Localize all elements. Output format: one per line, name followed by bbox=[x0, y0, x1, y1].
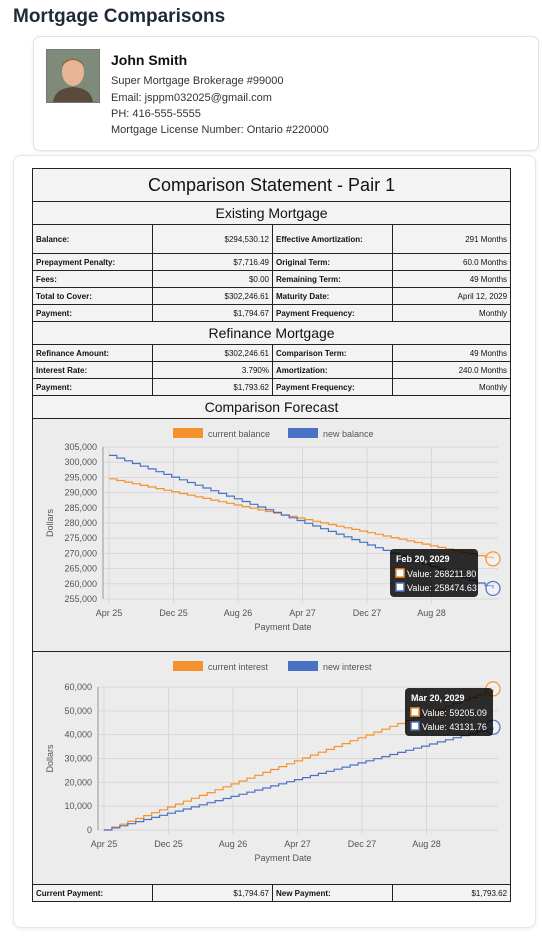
x-tick-label: Dec 27 bbox=[352, 608, 382, 618]
y-tick-label: 285,000 bbox=[64, 502, 97, 513]
existing-value: $294,530.12 bbox=[153, 225, 273, 254]
refinance-label: Payment Frequency: bbox=[273, 379, 393, 396]
balance-chart-cell bbox=[33, 419, 511, 652]
existing-label: Effective Amortization: bbox=[273, 225, 393, 254]
existing-value: 60.0 Months bbox=[393, 254, 511, 271]
existing-value: 49 Months bbox=[393, 271, 511, 288]
y-tick-label: 275,000 bbox=[64, 533, 97, 544]
y-tick-label: 290,000 bbox=[64, 487, 97, 498]
refinance-label: Interest Rate: bbox=[33, 362, 153, 379]
y-axis-label: Dollars bbox=[45, 508, 55, 538]
x-tick-label: Apr 25 bbox=[90, 839, 118, 849]
x-tick-label: Aug 28 bbox=[412, 839, 441, 849]
legend-label: new interest bbox=[323, 662, 372, 672]
tooltip-value: Value: 258474.63 bbox=[407, 583, 477, 593]
legend-swatch bbox=[288, 661, 318, 671]
y-axis-label: Dollars bbox=[45, 744, 55, 773]
legend-label: current interest bbox=[208, 662, 269, 672]
x-tick-label: Dec 25 bbox=[154, 839, 183, 849]
footer-label: New Payment: bbox=[273, 885, 393, 902]
existing-value: $1,794.67 bbox=[153, 305, 273, 322]
x-tick-label: Apr 27 bbox=[289, 608, 316, 618]
avatar bbox=[46, 49, 100, 103]
y-tick-label: 300,000 bbox=[64, 457, 97, 468]
legend-label: new balance bbox=[323, 429, 374, 439]
page-title: Mortgage Comparisons bbox=[13, 6, 226, 27]
y-tick-label: 305,000 bbox=[64, 442, 97, 452]
y-tick-label: 0 bbox=[86, 825, 92, 835]
y-tick-label: 60,000 bbox=[64, 682, 92, 692]
tooltip-value: Value: 59205.09 bbox=[422, 708, 487, 718]
existing-heading: Existing Mortgage bbox=[33, 202, 511, 225]
existing-label: Maturity Date: bbox=[273, 288, 393, 305]
footer-value: $1,794.67 bbox=[153, 885, 273, 902]
legend-label: current balance bbox=[208, 429, 271, 439]
forecast-heading: Comparison Forecast bbox=[33, 396, 511, 419]
broker-license: Mortgage License Number: Ontario #220000 bbox=[111, 124, 329, 136]
x-tick-label: Dec 25 bbox=[159, 608, 188, 618]
existing-label: Payment: bbox=[33, 305, 153, 322]
footer-label: Current Payment: bbox=[33, 885, 153, 902]
y-tick-label: 265,000 bbox=[64, 563, 97, 574]
tooltip-swatch bbox=[411, 722, 419, 730]
broker-email: Email: jsppm032025@gmail.com bbox=[111, 92, 272, 104]
y-tick-label: 295,000 bbox=[64, 472, 97, 483]
tooltip-swatch bbox=[411, 708, 419, 716]
legend-swatch bbox=[288, 428, 318, 438]
tooltip-swatch bbox=[396, 583, 404, 591]
x-axis-label: Payment Date bbox=[254, 853, 312, 863]
x-tick-label: Aug 26 bbox=[223, 608, 253, 618]
existing-value: $302,246.61 bbox=[153, 288, 273, 305]
broker-company: Super Mortgage Brokerage #99000 bbox=[111, 75, 284, 87]
refinance-heading: Refinance Mortgage bbox=[33, 322, 511, 345]
y-tick-label: 260,000 bbox=[64, 578, 97, 589]
y-tick-label: 280,000 bbox=[64, 518, 97, 528]
tooltip-title: Feb 20, 2029 bbox=[396, 554, 450, 564]
y-tick-label: 255,000 bbox=[64, 594, 97, 604]
broker-phone: PH: 416-555-5555 bbox=[111, 108, 201, 120]
legend-swatch bbox=[173, 428, 203, 438]
existing-label: Remaining Term: bbox=[273, 271, 393, 288]
y-tick-label: 270,000 bbox=[64, 548, 97, 559]
y-tick-label: 30,000 bbox=[64, 753, 92, 764]
existing-value: April 12, 2029 bbox=[393, 288, 511, 305]
y-tick-label: 10,000 bbox=[64, 801, 92, 812]
refinance-value: Monthly bbox=[393, 379, 511, 396]
series-line bbox=[109, 479, 493, 559]
refinance-value: $302,246.61 bbox=[153, 345, 273, 362]
tooltip-value: Value: 43131.76 bbox=[422, 722, 487, 732]
x-tick-label: Dec 27 bbox=[347, 839, 377, 849]
tooltip-value: Value: 268211.80 bbox=[407, 569, 477, 579]
existing-value: $0.00 bbox=[153, 271, 273, 288]
tooltip-title: Mar 20, 2029 bbox=[411, 693, 465, 703]
y-tick-label: 40,000 bbox=[64, 729, 92, 740]
interest-chart bbox=[33, 652, 511, 882]
y-tick-label: 50,000 bbox=[64, 705, 92, 716]
series-line bbox=[104, 727, 493, 830]
y-tick-label: 20,000 bbox=[64, 777, 92, 788]
x-tick-label: Aug 28 bbox=[417, 608, 446, 618]
broker-name: John Smith bbox=[111, 52, 188, 68]
balance-chart bbox=[33, 419, 511, 649]
series-endpoint bbox=[486, 581, 500, 595]
tooltip-swatch bbox=[396, 569, 404, 577]
broker-card bbox=[33, 36, 539, 151]
legend-swatch bbox=[173, 661, 203, 671]
existing-value: $7,716.49 bbox=[153, 254, 273, 271]
interest-chart-cell bbox=[33, 652, 511, 885]
refinance-label: Amortization: bbox=[273, 362, 393, 379]
existing-label: Original Term: bbox=[273, 254, 393, 271]
x-tick-label: Aug 26 bbox=[218, 839, 248, 849]
refinance-label: Refinance Amount: bbox=[33, 345, 153, 362]
refinance-label: Comparison Term: bbox=[273, 345, 393, 362]
series-endpoint bbox=[486, 552, 500, 566]
footer-value: $1,793.62 bbox=[393, 885, 511, 902]
x-axis-label: Payment Date bbox=[254, 622, 312, 632]
existing-value: Monthly bbox=[393, 305, 511, 322]
comparison-statement-table bbox=[32, 168, 511, 902]
existing-label: Balance: bbox=[33, 225, 153, 254]
existing-label: Total to Cover: bbox=[33, 288, 153, 305]
existing-label: Fees: bbox=[33, 271, 153, 288]
refinance-label: Payment: bbox=[33, 379, 153, 396]
existing-value: 291 Months bbox=[393, 225, 511, 254]
x-tick-label: Apr 25 bbox=[95, 608, 123, 618]
statement-title: Comparison Statement - Pair 1 bbox=[33, 169, 511, 202]
refinance-value: 3.790% bbox=[153, 362, 273, 379]
existing-label: Prepayment Penalty: bbox=[33, 254, 153, 271]
refinance-value: 49 Months bbox=[393, 345, 511, 362]
x-tick-label: Apr 27 bbox=[284, 839, 311, 849]
refinance-value: 240.0 Months bbox=[393, 362, 511, 379]
existing-label: Payment Frequency: bbox=[273, 305, 393, 322]
refinance-value: $1,793.62 bbox=[153, 379, 273, 396]
